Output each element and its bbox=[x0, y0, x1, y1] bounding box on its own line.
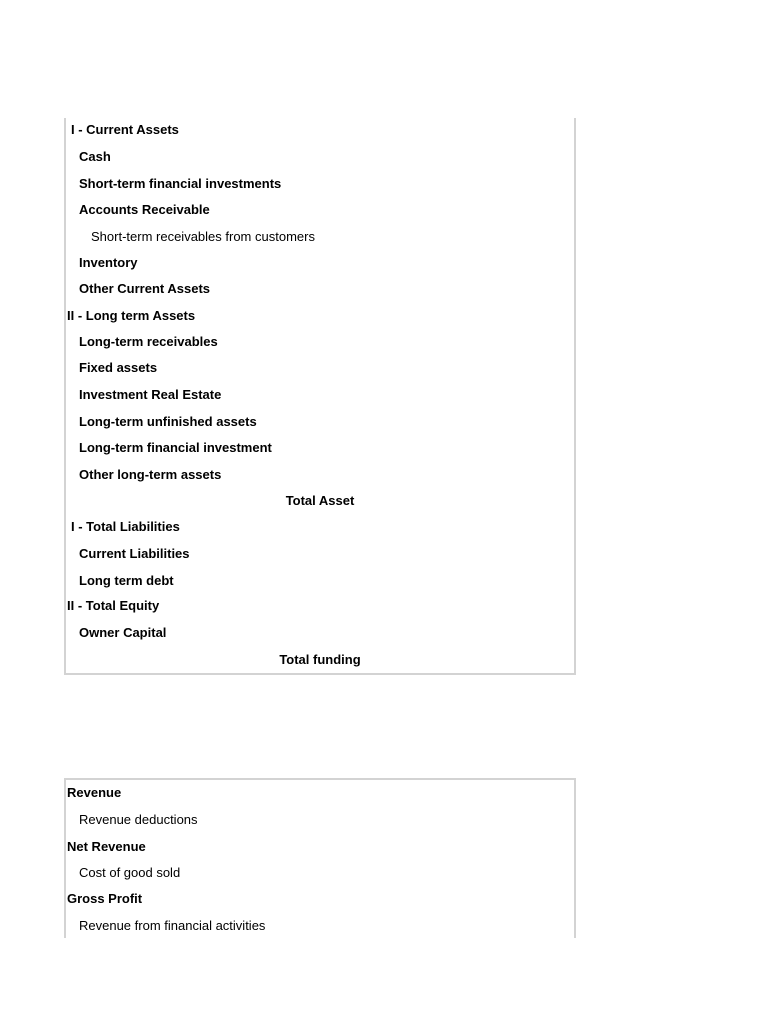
row-other-current-assets: Other Current Assets bbox=[79, 281, 210, 296]
balance-sheet-table bbox=[64, 118, 576, 675]
section-current-assets: I - Current Assets bbox=[71, 122, 179, 137]
row-owner-capital: Owner Capital bbox=[79, 625, 167, 640]
row-cash: Cash bbox=[79, 149, 111, 164]
row-revenue-from-financial-activities: Revenue from financial activities bbox=[79, 918, 266, 933]
row-revenue-deductions: Revenue deductions bbox=[79, 812, 198, 827]
row-long-term-receivables: Long-term receivables bbox=[79, 334, 218, 349]
row-investment-real-estate: Investment Real Estate bbox=[79, 387, 222, 402]
row-inventory: Inventory bbox=[79, 255, 138, 270]
row-short-term-receivables: Short-term receivables from customers bbox=[91, 229, 315, 244]
row-revenue: Revenue bbox=[67, 785, 122, 800]
row-current-liabilities: Current Liabilities bbox=[79, 546, 190, 561]
row-total-asset: Total Asset bbox=[285, 493, 355, 508]
section-total-equity: II - Total Equity bbox=[67, 598, 160, 613]
row-fixed-assets: Fixed assets bbox=[79, 360, 158, 375]
row-accounts-receivable: Accounts Receivable bbox=[79, 202, 210, 217]
row-total-funding: Total funding bbox=[279, 652, 361, 667]
row-long-term-debt: Long term debt bbox=[79, 573, 174, 588]
row-net-revenue: Net Revenue bbox=[67, 839, 146, 854]
row-long-term-financial-investment: Long-term financial investment bbox=[79, 440, 272, 455]
row-short-term-financial-investments: Short-term financial investments bbox=[79, 176, 282, 191]
income-statement-table bbox=[64, 778, 576, 938]
row-cost-of-good-sold: Cost of good sold bbox=[79, 865, 181, 880]
section-long-term-assets: II - Long term Assets bbox=[67, 308, 196, 323]
row-other-long-term-assets: Other long-term assets bbox=[79, 467, 222, 482]
row-gross-profit: Gross Profit bbox=[67, 891, 143, 906]
row-long-term-unfinished-assets: Long-term unfinished assets bbox=[79, 414, 257, 429]
section-total-liabilities: I - Total Liabilities bbox=[71, 519, 180, 534]
